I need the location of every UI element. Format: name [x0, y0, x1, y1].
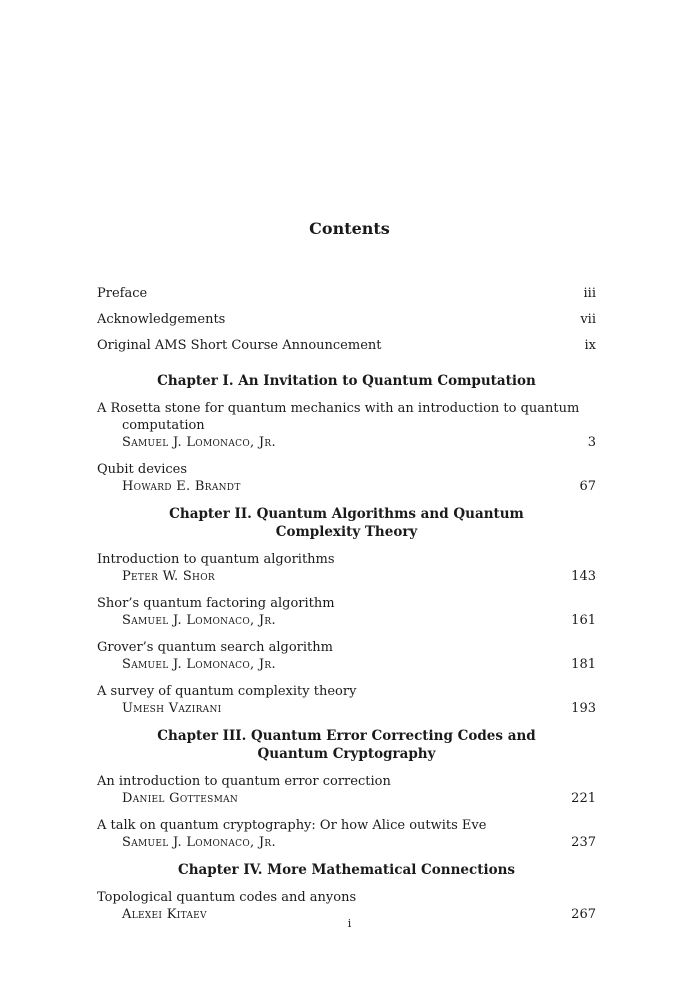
front-matter-label: Preface: [97, 286, 148, 301]
entry-author: Peter W. Shor: [122, 569, 215, 584]
front-matter-list: [97, 286, 596, 364]
front-matter-page: ix: [584, 338, 596, 353]
page-number: i: [347, 917, 352, 930]
chapter-4: [97, 861, 596, 923]
chapter-3: [97, 727, 596, 851]
entry-author: Alexei Kitaev: [122, 907, 207, 922]
front-matter-item-announcement: [97, 338, 596, 364]
entry-title-line: A Rosetta stone for quantum mechanics with an introduction to quantum: [97, 401, 580, 416]
entry-title: A talk on quantum cryptography: Or how Alice outwits Eve: [97, 818, 487, 833]
entry-author-row: [97, 790, 596, 807]
entry-author: Samuel J. Lomonaco, Jr.: [122, 657, 276, 672]
entry-author-row: [97, 656, 596, 673]
front-matter-label: Acknowledgements: [97, 312, 226, 327]
toc-entry: [97, 817, 596, 851]
entry-page: 3: [587, 435, 596, 450]
toc-entry: [97, 773, 596, 807]
entry-author-row: [97, 478, 596, 495]
toc-entry: [97, 551, 596, 585]
entry-title: Topological quantum codes and anyons: [97, 890, 357, 905]
entry-author: Samuel J. Lomonaco, Jr.: [122, 613, 276, 628]
entry-page: 181: [571, 657, 596, 672]
chapter-2: [97, 505, 596, 717]
chapter-title: Chapter IV. More Mathematical Connections: [177, 862, 516, 878]
entry-author: Daniel Gottesman: [122, 791, 239, 806]
front-matter-label: Original AMS Short Course Announcement: [97, 338, 382, 353]
entry-title: An introduction to quantum error correction: [97, 774, 391, 789]
entry-title: A survey of quantum complexity theory: [97, 684, 357, 699]
entry-title: Qubit devices: [97, 462, 188, 477]
entry-page: 193: [571, 701, 596, 716]
entry-title-continuation: computation: [122, 418, 205, 433]
chapter-1: [97, 372, 596, 495]
entry-author: Umesh Vazirani: [122, 701, 222, 716]
entry-author-row: [97, 612, 596, 629]
entry-title: Shor’s quantum factoring algorithm: [97, 596, 335, 611]
toc-entry: [97, 461, 596, 495]
entry-page: 221: [571, 791, 596, 806]
entry-author-row: [97, 434, 596, 451]
entry-page: 143: [571, 569, 596, 584]
front-matter-item-preface: [97, 286, 596, 312]
entry-author: Samuel J. Lomonaco, Jr.: [122, 435, 276, 450]
entry-page: 161: [571, 613, 596, 628]
toc-entry: [97, 595, 596, 629]
entry-page: 267: [571, 907, 596, 922]
entry-page: 67: [579, 479, 596, 494]
entry-title: Grover’s quantum search algorithm: [97, 640, 333, 655]
chapter-title: Chapter I. An Invitation to Quantum Computation: [157, 373, 536, 389]
front-matter-page: vii: [580, 312, 596, 327]
entry-title: [97, 400, 596, 434]
entry-title: Introduction to quantum algorithms: [97, 552, 335, 567]
toc-entry: [97, 683, 596, 717]
front-matter-item-acknowledgements: [97, 312, 596, 338]
entry-author-row: [97, 700, 596, 717]
entry-author: Howard E. Brandt: [122, 479, 241, 494]
toc-entry: [97, 400, 596, 451]
entry-page: 237: [571, 835, 596, 850]
page-title: Contents: [309, 219, 390, 238]
entry-author-row: [97, 568, 596, 585]
front-matter-page: iii: [583, 286, 596, 301]
chapter-title: Chapter III. Quantum Error Correcting Codes and Quantum Cryptography: [157, 728, 536, 762]
entry-author-row: [97, 834, 596, 851]
chapter-title: Chapter II. Quantum Algorithms and Quantum Complexity Theory: [169, 506, 524, 540]
entry-author: Samuel J. Lomonaco, Jr.: [122, 835, 276, 850]
toc-entry: [97, 639, 596, 673]
chapter-list: [97, 372, 596, 933]
